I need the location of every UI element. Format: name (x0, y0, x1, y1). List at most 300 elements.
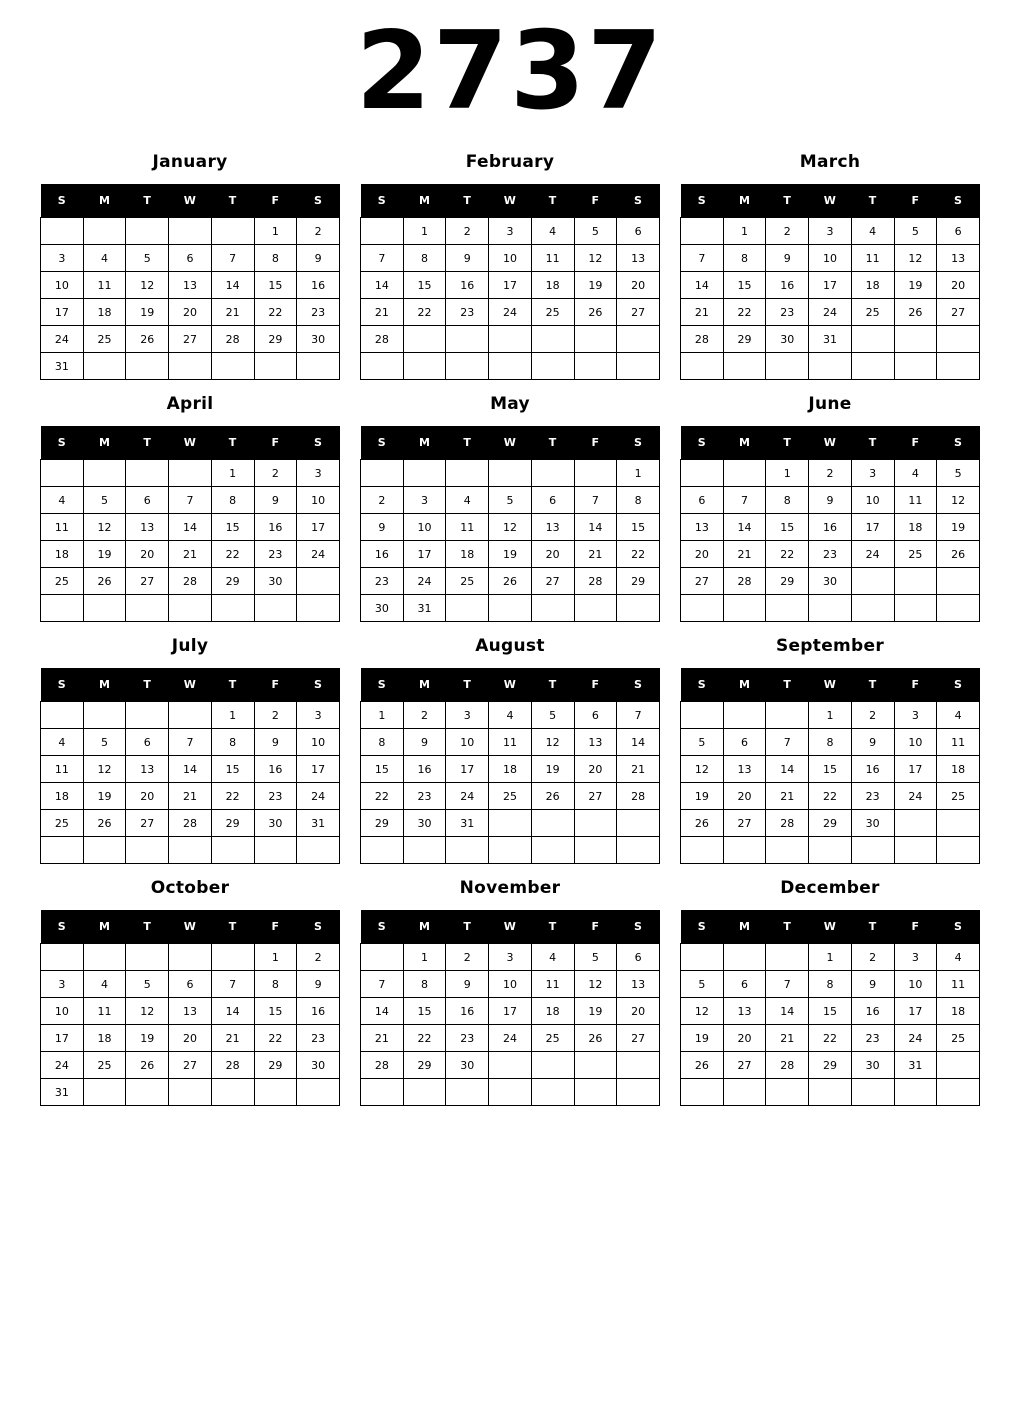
day-cell[interactable]: 19 (681, 783, 724, 810)
day-cell[interactable]: 2 (809, 460, 852, 487)
day-cell[interactable]: 7 (361, 971, 404, 998)
day-cell[interactable]: 24 (41, 1052, 84, 1079)
day-cell[interactable]: 24 (489, 1025, 532, 1052)
day-cell[interactable]: 11 (83, 998, 126, 1025)
day-cell[interactable]: 1 (809, 702, 852, 729)
day-cell[interactable]: 18 (83, 1025, 126, 1052)
day-cell[interactable]: 19 (83, 783, 126, 810)
day-cell[interactable]: 8 (766, 487, 809, 514)
day-cell[interactable]: 2 (361, 487, 404, 514)
day-cell[interactable]: 15 (809, 998, 852, 1025)
day-cell[interactable]: 10 (489, 971, 532, 998)
day-cell[interactable]: 11 (937, 729, 980, 756)
day-cell[interactable]: 29 (809, 810, 852, 837)
day-cell[interactable]: 5 (681, 729, 724, 756)
day-cell[interactable]: 11 (446, 514, 489, 541)
day-cell[interactable]: 2 (851, 944, 894, 971)
day-cell[interactable]: 13 (681, 514, 724, 541)
day-cell[interactable]: 4 (446, 487, 489, 514)
day-cell[interactable]: 17 (41, 299, 84, 326)
day-cell[interactable]: 31 (894, 1052, 937, 1079)
day-cell[interactable]: 17 (41, 1025, 84, 1052)
day-cell[interactable]: 27 (617, 299, 660, 326)
day-cell[interactable]: 2 (766, 218, 809, 245)
day-cell[interactable]: 20 (169, 299, 212, 326)
day-cell[interactable]: 6 (617, 944, 660, 971)
day-cell[interactable]: 29 (211, 568, 254, 595)
day-cell[interactable]: 13 (937, 245, 980, 272)
day-cell[interactable]: 4 (851, 218, 894, 245)
day-cell[interactable]: 19 (574, 272, 617, 299)
day-cell[interactable]: 11 (489, 729, 532, 756)
day-cell[interactable]: 2 (403, 702, 446, 729)
day-cell[interactable]: 31 (41, 353, 84, 380)
day-cell[interactable]: 28 (169, 810, 212, 837)
day-cell[interactable]: 1 (403, 218, 446, 245)
day-cell[interactable]: 22 (809, 783, 852, 810)
day-cell[interactable]: 30 (254, 568, 297, 595)
day-cell[interactable]: 28 (169, 568, 212, 595)
day-cell[interactable]: 15 (403, 272, 446, 299)
day-cell[interactable]: 27 (531, 568, 574, 595)
day-cell[interactable]: 27 (126, 810, 169, 837)
day-cell[interactable]: 27 (723, 810, 766, 837)
day-cell[interactable]: 13 (126, 756, 169, 783)
day-cell[interactable]: 15 (403, 998, 446, 1025)
day-cell[interactable]: 11 (851, 245, 894, 272)
day-cell[interactable]: 10 (403, 514, 446, 541)
day-cell[interactable]: 23 (361, 568, 404, 595)
day-cell[interactable]: 8 (403, 245, 446, 272)
day-cell[interactable]: 3 (297, 702, 340, 729)
day-cell[interactable]: 9 (446, 245, 489, 272)
day-cell[interactable]: 6 (937, 218, 980, 245)
day-cell[interactable]: 16 (809, 514, 852, 541)
day-cell[interactable]: 15 (361, 756, 404, 783)
day-cell[interactable]: 24 (489, 299, 532, 326)
day-cell[interactable]: 9 (254, 729, 297, 756)
day-cell[interactable]: 7 (169, 487, 212, 514)
day-cell[interactable]: 19 (83, 541, 126, 568)
day-cell[interactable]: 2 (254, 460, 297, 487)
day-cell[interactable]: 1 (723, 218, 766, 245)
day-cell[interactable]: 21 (361, 299, 404, 326)
day-cell[interactable]: 1 (254, 944, 297, 971)
day-cell[interactable]: 26 (83, 568, 126, 595)
day-cell[interactable]: 29 (211, 810, 254, 837)
day-cell[interactable]: 12 (126, 998, 169, 1025)
day-cell[interactable]: 21 (169, 783, 212, 810)
day-cell[interactable]: 21 (361, 1025, 404, 1052)
day-cell[interactable]: 30 (851, 1052, 894, 1079)
day-cell[interactable]: 10 (851, 487, 894, 514)
day-cell[interactable]: 3 (489, 218, 532, 245)
day-cell[interactable]: 19 (126, 1025, 169, 1052)
day-cell[interactable]: 10 (297, 729, 340, 756)
day-cell[interactable]: 27 (169, 326, 212, 353)
day-cell[interactable]: 28 (574, 568, 617, 595)
day-cell[interactable]: 28 (766, 1052, 809, 1079)
day-cell[interactable]: 18 (446, 541, 489, 568)
day-cell[interactable]: 31 (297, 810, 340, 837)
day-cell[interactable]: 23 (403, 783, 446, 810)
day-cell[interactable]: 27 (169, 1052, 212, 1079)
day-cell[interactable]: 1 (403, 944, 446, 971)
day-cell[interactable]: 4 (489, 702, 532, 729)
day-cell[interactable]: 25 (83, 326, 126, 353)
day-cell[interactable]: 22 (403, 299, 446, 326)
day-cell[interactable]: 10 (41, 998, 84, 1025)
day-cell[interactable]: 23 (297, 1025, 340, 1052)
day-cell[interactable]: 17 (489, 272, 532, 299)
day-cell[interactable]: 12 (83, 514, 126, 541)
day-cell[interactable]: 14 (169, 756, 212, 783)
day-cell[interactable]: 14 (723, 514, 766, 541)
day-cell[interactable]: 29 (254, 1052, 297, 1079)
day-cell[interactable]: 16 (361, 541, 404, 568)
day-cell[interactable]: 27 (723, 1052, 766, 1079)
day-cell[interactable]: 12 (574, 245, 617, 272)
day-cell[interactable]: 9 (851, 729, 894, 756)
day-cell[interactable]: 18 (937, 756, 980, 783)
day-cell[interactable]: 29 (361, 810, 404, 837)
day-cell[interactable]: 10 (41, 272, 84, 299)
day-cell[interactable]: 10 (809, 245, 852, 272)
day-cell[interactable]: 26 (894, 299, 937, 326)
day-cell[interactable]: 24 (894, 1025, 937, 1052)
day-cell[interactable]: 30 (297, 326, 340, 353)
day-cell[interactable]: 20 (937, 272, 980, 299)
day-cell[interactable]: 16 (766, 272, 809, 299)
day-cell[interactable]: 14 (574, 514, 617, 541)
day-cell[interactable]: 16 (297, 998, 340, 1025)
day-cell[interactable]: 28 (211, 326, 254, 353)
day-cell[interactable]: 2 (297, 944, 340, 971)
day-cell[interactable]: 21 (211, 1025, 254, 1052)
day-cell[interactable]: 18 (41, 783, 84, 810)
day-cell[interactable]: 3 (41, 245, 84, 272)
day-cell[interactable]: 23 (254, 783, 297, 810)
day-cell[interactable]: 15 (254, 272, 297, 299)
day-cell[interactable]: 6 (531, 487, 574, 514)
day-cell[interactable]: 3 (894, 944, 937, 971)
day-cell[interactable]: 17 (489, 998, 532, 1025)
day-cell[interactable]: 22 (617, 541, 660, 568)
day-cell[interactable]: 22 (211, 783, 254, 810)
day-cell[interactable]: 24 (894, 783, 937, 810)
day-cell[interactable]: 23 (851, 783, 894, 810)
day-cell[interactable]: 9 (446, 971, 489, 998)
day-cell[interactable]: 7 (766, 729, 809, 756)
day-cell[interactable]: 26 (531, 783, 574, 810)
day-cell[interactable]: 18 (531, 272, 574, 299)
day-cell[interactable]: 21 (766, 1025, 809, 1052)
day-cell[interactable]: 13 (723, 998, 766, 1025)
day-cell[interactable]: 27 (574, 783, 617, 810)
day-cell[interactable]: 22 (211, 541, 254, 568)
day-cell[interactable]: 3 (446, 702, 489, 729)
day-cell[interactable]: 17 (297, 756, 340, 783)
day-cell[interactable]: 7 (211, 971, 254, 998)
day-cell[interactable]: 19 (574, 998, 617, 1025)
day-cell[interactable]: 20 (723, 1025, 766, 1052)
day-cell[interactable]: 7 (361, 245, 404, 272)
day-cell[interactable]: 4 (894, 460, 937, 487)
day-cell[interactable]: 12 (681, 998, 724, 1025)
day-cell[interactable]: 9 (254, 487, 297, 514)
day-cell[interactable]: 16 (403, 756, 446, 783)
day-cell[interactable]: 2 (297, 218, 340, 245)
day-cell[interactable]: 16 (446, 272, 489, 299)
day-cell[interactable]: 25 (937, 1025, 980, 1052)
day-cell[interactable]: 30 (809, 568, 852, 595)
day-cell[interactable]: 22 (723, 299, 766, 326)
day-cell[interactable]: 5 (681, 971, 724, 998)
day-cell[interactable]: 10 (446, 729, 489, 756)
day-cell[interactable]: 3 (297, 460, 340, 487)
day-cell[interactable]: 13 (126, 514, 169, 541)
day-cell[interactable]: 23 (446, 299, 489, 326)
day-cell[interactable]: 11 (937, 971, 980, 998)
day-cell[interactable]: 15 (723, 272, 766, 299)
day-cell[interactable]: 6 (723, 971, 766, 998)
day-cell[interactable]: 1 (617, 460, 660, 487)
day-cell[interactable]: 9 (361, 514, 404, 541)
day-cell[interactable]: 7 (169, 729, 212, 756)
day-cell[interactable]: 6 (723, 729, 766, 756)
day-cell[interactable]: 1 (809, 944, 852, 971)
day-cell[interactable]: 15 (211, 756, 254, 783)
day-cell[interactable]: 21 (681, 299, 724, 326)
day-cell[interactable]: 24 (403, 568, 446, 595)
day-cell[interactable]: 3 (489, 944, 532, 971)
day-cell[interactable]: 11 (531, 971, 574, 998)
day-cell[interactable]: 16 (254, 514, 297, 541)
day-cell[interactable]: 5 (574, 218, 617, 245)
day-cell[interactable]: 3 (809, 218, 852, 245)
day-cell[interactable]: 18 (489, 756, 532, 783)
day-cell[interactable]: 26 (126, 1052, 169, 1079)
day-cell[interactable]: 29 (809, 1052, 852, 1079)
day-cell[interactable]: 6 (169, 971, 212, 998)
day-cell[interactable]: 5 (531, 702, 574, 729)
day-cell[interactable]: 22 (809, 1025, 852, 1052)
day-cell[interactable]: 25 (531, 1025, 574, 1052)
day-cell[interactable]: 16 (851, 756, 894, 783)
day-cell[interactable]: 9 (403, 729, 446, 756)
day-cell[interactable]: 1 (211, 460, 254, 487)
day-cell[interactable]: 26 (489, 568, 532, 595)
day-cell[interactable]: 26 (126, 326, 169, 353)
day-cell[interactable]: 20 (169, 1025, 212, 1052)
day-cell[interactable]: 27 (937, 299, 980, 326)
day-cell[interactable]: 12 (894, 245, 937, 272)
day-cell[interactable]: 30 (403, 810, 446, 837)
day-cell[interactable]: 21 (766, 783, 809, 810)
day-cell[interactable]: 9 (766, 245, 809, 272)
day-cell[interactable]: 19 (531, 756, 574, 783)
day-cell[interactable]: 25 (531, 299, 574, 326)
day-cell[interactable]: 17 (403, 541, 446, 568)
day-cell[interactable]: 8 (211, 729, 254, 756)
day-cell[interactable]: 16 (297, 272, 340, 299)
day-cell[interactable]: 21 (169, 541, 212, 568)
day-cell[interactable]: 19 (126, 299, 169, 326)
day-cell[interactable]: 15 (254, 998, 297, 1025)
day-cell[interactable]: 13 (617, 971, 660, 998)
day-cell[interactable]: 25 (446, 568, 489, 595)
day-cell[interactable]: 24 (297, 783, 340, 810)
day-cell[interactable]: 28 (681, 326, 724, 353)
day-cell[interactable]: 4 (83, 971, 126, 998)
day-cell[interactable]: 31 (446, 810, 489, 837)
day-cell[interactable]: 12 (531, 729, 574, 756)
day-cell[interactable]: 4 (531, 218, 574, 245)
day-cell[interactable]: 30 (297, 1052, 340, 1079)
day-cell[interactable]: 2 (446, 218, 489, 245)
day-cell[interactable]: 17 (809, 272, 852, 299)
day-cell[interactable]: 10 (297, 487, 340, 514)
day-cell[interactable]: 28 (211, 1052, 254, 1079)
day-cell[interactable]: 5 (574, 944, 617, 971)
day-cell[interactable]: 14 (169, 514, 212, 541)
day-cell[interactable]: 22 (254, 299, 297, 326)
day-cell[interactable]: 12 (574, 971, 617, 998)
day-cell[interactable]: 23 (809, 541, 852, 568)
day-cell[interactable]: 5 (937, 460, 980, 487)
day-cell[interactable]: 8 (254, 971, 297, 998)
day-cell[interactable]: 14 (766, 998, 809, 1025)
day-cell[interactable]: 6 (126, 487, 169, 514)
day-cell[interactable]: 21 (574, 541, 617, 568)
day-cell[interactable]: 20 (126, 541, 169, 568)
day-cell[interactable]: 15 (617, 514, 660, 541)
day-cell[interactable]: 20 (681, 541, 724, 568)
day-cell[interactable]: 31 (809, 326, 852, 353)
day-cell[interactable]: 6 (617, 218, 660, 245)
day-cell[interactable]: 25 (851, 299, 894, 326)
day-cell[interactable]: 19 (894, 272, 937, 299)
day-cell[interactable]: 26 (681, 810, 724, 837)
day-cell[interactable]: 21 (211, 299, 254, 326)
day-cell[interactable]: 31 (403, 595, 446, 622)
day-cell[interactable]: 9 (809, 487, 852, 514)
day-cell[interactable]: 15 (809, 756, 852, 783)
day-cell[interactable]: 13 (531, 514, 574, 541)
day-cell[interactable]: 8 (361, 729, 404, 756)
day-cell[interactable]: 15 (211, 514, 254, 541)
day-cell[interactable]: 6 (574, 702, 617, 729)
day-cell[interactable]: 25 (937, 783, 980, 810)
day-cell[interactable]: 28 (617, 783, 660, 810)
day-cell[interactable]: 18 (894, 514, 937, 541)
day-cell[interactable]: 28 (723, 568, 766, 595)
day-cell[interactable]: 26 (574, 1025, 617, 1052)
day-cell[interactable]: 8 (723, 245, 766, 272)
day-cell[interactable]: 23 (766, 299, 809, 326)
day-cell[interactable]: 22 (766, 541, 809, 568)
day-cell[interactable]: 24 (297, 541, 340, 568)
day-cell[interactable]: 9 (297, 971, 340, 998)
day-cell[interactable]: 23 (851, 1025, 894, 1052)
day-cell[interactable]: 10 (894, 729, 937, 756)
day-cell[interactable]: 2 (254, 702, 297, 729)
day-cell[interactable]: 20 (126, 783, 169, 810)
day-cell[interactable]: 12 (83, 756, 126, 783)
day-cell[interactable]: 19 (681, 1025, 724, 1052)
day-cell[interactable]: 14 (766, 756, 809, 783)
day-cell[interactable]: 25 (489, 783, 532, 810)
day-cell[interactable]: 3 (894, 702, 937, 729)
day-cell[interactable]: 17 (894, 756, 937, 783)
day-cell[interactable]: 11 (83, 272, 126, 299)
day-cell[interactable]: 14 (361, 272, 404, 299)
day-cell[interactable]: 7 (723, 487, 766, 514)
day-cell[interactable]: 7 (681, 245, 724, 272)
day-cell[interactable]: 24 (446, 783, 489, 810)
day-cell[interactable]: 29 (766, 568, 809, 595)
day-cell[interactable]: 18 (851, 272, 894, 299)
day-cell[interactable]: 18 (937, 998, 980, 1025)
day-cell[interactable]: 17 (851, 514, 894, 541)
day-cell[interactable]: 7 (211, 245, 254, 272)
day-cell[interactable]: 8 (254, 245, 297, 272)
day-cell[interactable]: 7 (766, 971, 809, 998)
day-cell[interactable]: 14 (211, 998, 254, 1025)
day-cell[interactable]: 5 (83, 487, 126, 514)
day-cell[interactable]: 5 (126, 971, 169, 998)
day-cell[interactable]: 30 (851, 810, 894, 837)
day-cell[interactable]: 11 (41, 514, 84, 541)
day-cell[interactable]: 13 (723, 756, 766, 783)
day-cell[interactable]: 1 (766, 460, 809, 487)
day-cell[interactable]: 15 (766, 514, 809, 541)
day-cell[interactable]: 10 (489, 245, 532, 272)
day-cell[interactable]: 6 (169, 245, 212, 272)
day-cell[interactable]: 27 (617, 1025, 660, 1052)
day-cell[interactable]: 18 (41, 541, 84, 568)
day-cell[interactable]: 28 (361, 326, 404, 353)
day-cell[interactable]: 25 (41, 568, 84, 595)
day-cell[interactable]: 20 (531, 541, 574, 568)
day-cell[interactable]: 22 (254, 1025, 297, 1052)
day-cell[interactable]: 24 (851, 541, 894, 568)
day-cell[interactable]: 17 (297, 514, 340, 541)
day-cell[interactable]: 11 (41, 756, 84, 783)
day-cell[interactable]: 8 (617, 487, 660, 514)
day-cell[interactable]: 5 (126, 245, 169, 272)
day-cell[interactable]: 17 (446, 756, 489, 783)
day-cell[interactable]: 9 (297, 245, 340, 272)
day-cell[interactable]: 6 (681, 487, 724, 514)
day-cell[interactable]: 21 (723, 541, 766, 568)
day-cell[interactable]: 31 (41, 1079, 84, 1106)
day-cell[interactable]: 9 (851, 971, 894, 998)
day-cell[interactable]: 26 (937, 541, 980, 568)
day-cell[interactable]: 13 (169, 272, 212, 299)
day-cell[interactable]: 17 (894, 998, 937, 1025)
day-cell[interactable]: 4 (41, 729, 84, 756)
day-cell[interactable]: 8 (809, 729, 852, 756)
day-cell[interactable]: 8 (809, 971, 852, 998)
day-cell[interactable]: 23 (297, 299, 340, 326)
day-cell[interactable]: 19 (489, 541, 532, 568)
day-cell[interactable]: 14 (211, 272, 254, 299)
day-cell[interactable]: 4 (937, 944, 980, 971)
day-cell[interactable]: 16 (254, 756, 297, 783)
day-cell[interactable]: 25 (894, 541, 937, 568)
day-cell[interactable]: 4 (937, 702, 980, 729)
